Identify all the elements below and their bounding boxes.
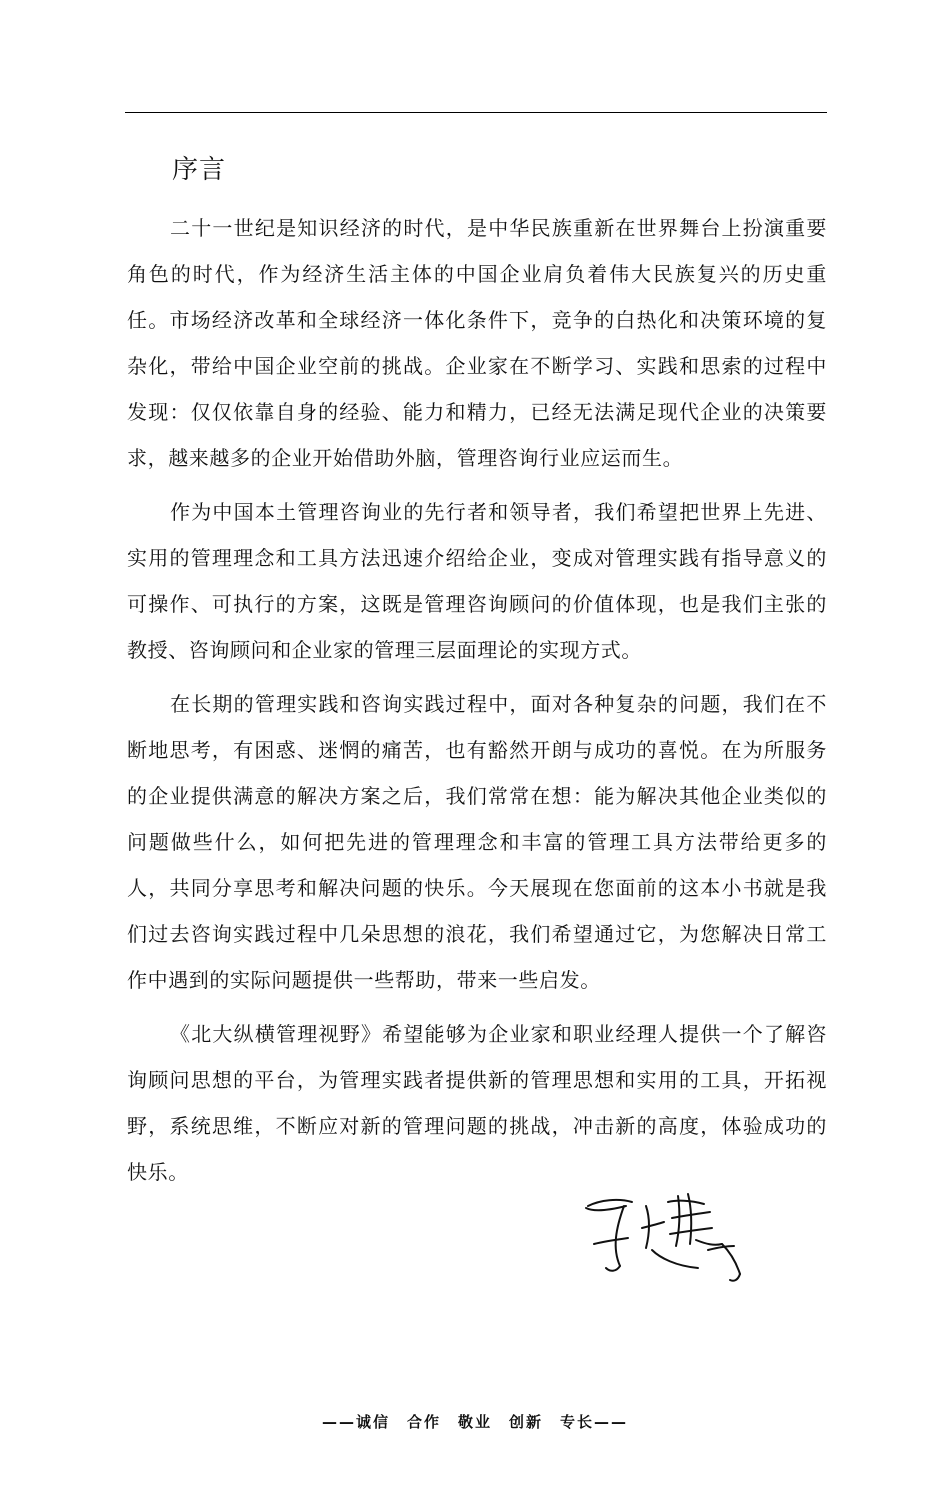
footer-motto: ——诚信 合作 敬业 创新 专长——: [321, 1413, 628, 1431]
page-title: 序言: [172, 155, 227, 185]
preface-paragraph-1: 二十一世纪是知识经济的时代，是中华民族重新在世界舞台上扮演重要角色的时代，作为经济生活主体的中国企业肩负着伟大民族复兴的历史重任。市场经济改革和全球经济一体化条件下，竞争的白热化和决策环境的复杂化，带给中国企业空前的挑战。企业家在不断学习、实践和思索的过程中发现：仅仅依靠自身的经验、能力和精力，已经无法满足现代企业的决策要求，越来越多的企业开始借助外脑，管理咨询行业应运而生。: [127, 216, 827, 470]
handwritten-signature: [580, 1188, 770, 1288]
preface-body: [127, 205, 827, 1203]
preface-paragraph-4: 《北大纵横管理视野》希望能够为企业家和职业经理人提供一个了解咨询顾问思想的平台，为管理实践者提供新的管理思想和实用的工具，开拓视野，系统思维，不断应对新的管理问题的挑战，冲击新的高度，体验成功的快乐。: [127, 1022, 827, 1184]
preface-paragraph-3: 在长期的管理实践和咨询实践过程中，面对各种复杂的问题，我们在不断地思考，有困惑、迷惘的痛苦，也有豁然开朗与成功的喜悦。在为所服务的企业提供满意的解决方案之后，我们常常在想：能为解决其他企业类似的问题做些什么，如何把先进的管理理念和丰富的管理工具方法带给更多的人，共同分享思考和解决问题的快乐。今天展现在您面前的这本小书就是我们过去咨询实践过程中几朵思想的浪花，我们希望通过它，为您解决日常工作中遇到的实际问题提供一些帮助，带来一些启发。: [127, 692, 827, 992]
header-rule: [125, 112, 827, 113]
preface-paragraph-2: 作为中国本土管理咨询业的先行者和领导者，我们希望把世界上先进、实用的管理理念和工具方法迅速介绍给企业，变成对管理实践有指导意义的可操作、可执行的方案，这既是管理咨询顾问的价值体现，也是我们主张的教授、咨询顾问和企业家的管理三层面理论的实现方式。: [127, 500, 827, 662]
